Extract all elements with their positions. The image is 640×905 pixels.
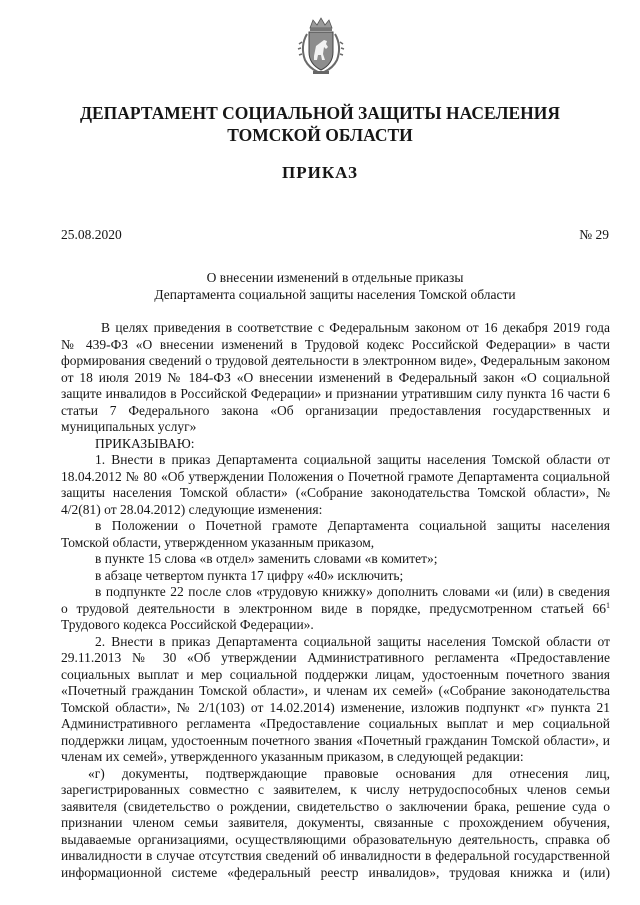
- body-text-line: в пункте 15 слова «в отдел» заменить словами «в комитет»;: [95, 551, 438, 566]
- order-body-text: [61, 320, 610, 881]
- order-number: № 29: [579, 227, 609, 242]
- coat-of-arms-icon: [296, 16, 346, 76]
- body-text-line: защиты населения Томской области» («Собрание законодательства Томской области», №: [61, 485, 610, 500]
- body-text-line: в подпункте 22 после слов «трудовую книжку» дополнить словами «и (или) в сведения: [95, 584, 610, 599]
- body-text-line: «г) документы, подтверждающие правовые основания для отнесения лиц,: [88, 765, 610, 781]
- body-text-line: членам их семей», утвержденного указанным приказом, в следующей редакции:: [61, 749, 524, 764]
- footnote-superscript: 1: [606, 600, 610, 610]
- body-text-line: Томской области, утвержденном указанным приказом,: [61, 534, 375, 550]
- subject-line: Департамента социальной защиты населения Томской области: [154, 286, 516, 302]
- body-text-line: от 18 июля 2019 № 184-ФЗ «О внесении изменений в Федеральный закон «О социальной: [61, 369, 610, 385]
- department-name-line1: ДЕПАРТАМЕНТ СОЦИАЛЬНОЙ ЗАЩИТЫ НАСЕЛЕНИЯ: [79, 103, 561, 123]
- body-text-line: зарегистрированных совместно с заявителем, к числу нетрудоспособных членов семьи: [61, 782, 610, 797]
- body-text-line: 18.04.2012 № 80 «Об утверждении Положения о Почетной грамоте Департамента социальной: [61, 468, 610, 484]
- body-text-line: № 439-ФЗ «О внесении изменений в Трудовой кодекс Российской Федерации» в части: [61, 336, 610, 352]
- body-text-line: Томской области», № 2/1(103) от 14.02.2014) изменение, изложив подпункт «г» пункта 21: [61, 699, 610, 715]
- body-text-line: поддержки лицам, удостоенным почетного звания «Почетный гражданин Томской области», и: [61, 732, 610, 748]
- body-text-line: 2. Внести в приказ Департамента социальной защиты населения Томской области от: [95, 633, 610, 649]
- body-text-line: выдаваемые организациями, осуществляющими образовательную деятельность, справка об: [61, 831, 610, 847]
- body-text-line: Административного регламента «Предоставление социальных выплат и мер социальной: [61, 716, 610, 731]
- body-text-line: в Положении о Почетной грамоте Департамента социальной защиты населения: [95, 518, 610, 533]
- body-text-line: «Почетный гражданин Томской области», и членам их семей» («Собрание законодательства: [61, 683, 610, 698]
- body-text-line: в абзаце четвертом пункта 17 цифру «40» исключить;: [95, 567, 404, 583]
- body-text-line: муниципальных услуг»: [61, 419, 197, 434]
- body-text-line: 4/2(81) от 28.04.2012) следующие изменения:: [61, 501, 323, 517]
- body-text-line: Трудового кодекса Российской Федерации».: [61, 617, 314, 632]
- body-text-line: 29.11.2013 № 30 «Об утверждении Административного регламента «Предоставление: [61, 650, 610, 665]
- body-text-line: инвалидности в случае отсутствия сведений об инвалидности в федеральной государственной: [61, 848, 610, 863]
- body-text-line: заявителя (свидетельство о рождении, свидетельство о заключении брака, решение суда о: [61, 798, 610, 814]
- document-type-title: ПРИКАЗ: [282, 163, 358, 182]
- order-subject: [60, 270, 610, 303]
- department-name-line2: ТОМСКОЙ ОБЛАСТИ: [227, 125, 413, 145]
- body-text-line: 1. Внести в приказ Департамента социальной защиты населения Томской области от: [95, 452, 610, 467]
- body-text-line: ПРИКАЗЫВАЮ:: [95, 435, 195, 451]
- body-text-line: В целях приведения в соответствие с Федеральным законом от 16 декабря 2019 года: [101, 320, 610, 335]
- body-text-line: признании членом семьи заявителя, документы, связанные с прохождением обучения,: [61, 815, 610, 830]
- body-text-line: защите инвалидов в Российской Федерации» и признании утратившим силу пункта 16 части 6: [61, 386, 610, 401]
- order-date: 25.08.2020: [61, 227, 122, 242]
- body-text-line: о трудовой деятельности в электронном виде в порядке, предусмотренном статьей $66^1$: [61, 600, 610, 616]
- body-text-line: формирования сведений о трудовой деятельности в электронном виде», Федеральным законом: [61, 353, 610, 368]
- subject-line: О внесении изменений в отдельные приказы: [206, 270, 464, 285]
- body-text-line: социальных выплат и мер социальной поддержки лицам, удостоенным почетного звания: [61, 666, 610, 682]
- body-text-line: статьи 7 Федерального закона «Об организации предоставления государственных и: [61, 402, 610, 418]
- body-text-line: информационной системе «федеральный реестр инвалидов», трудовая книжка и (или): [61, 864, 610, 880]
